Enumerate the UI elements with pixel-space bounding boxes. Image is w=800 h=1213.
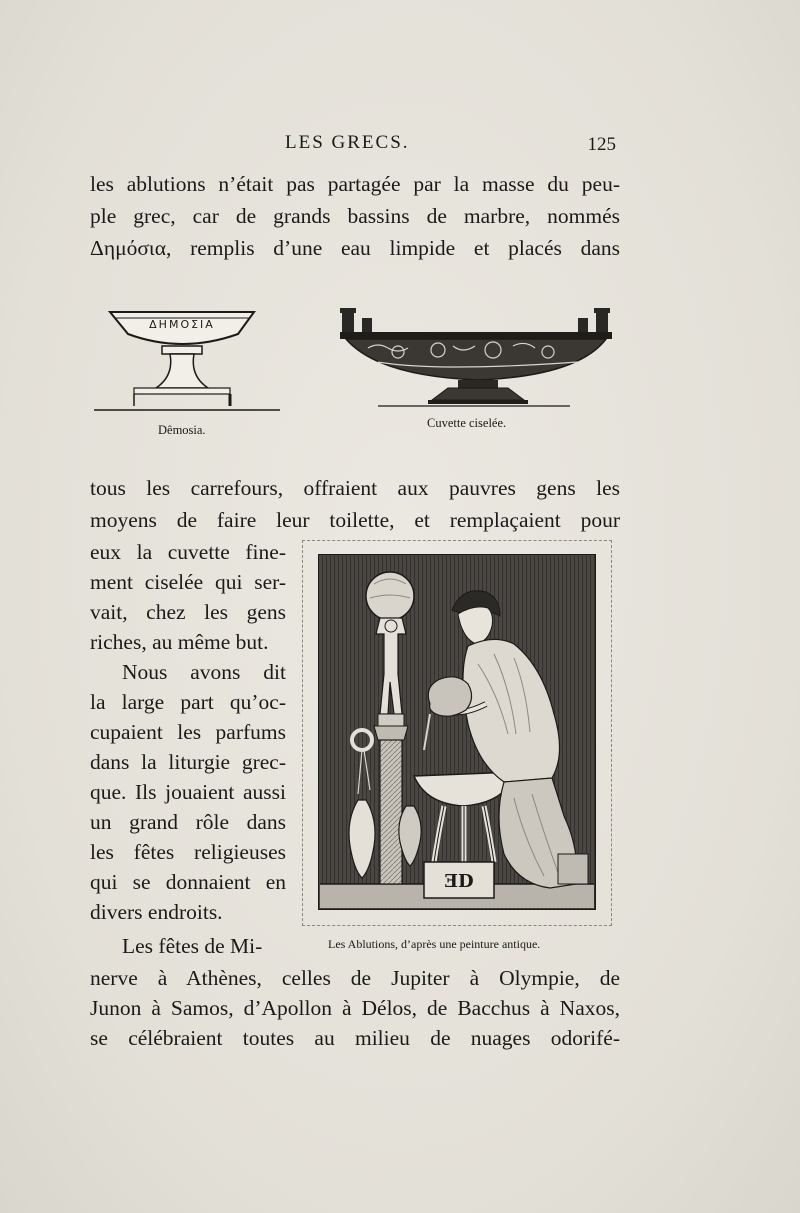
text-line: riches, au même but. [90,630,269,654]
cuvette-ciselee-figure [338,300,618,412]
ablutions-illustration [318,554,596,910]
demosia-caption: Dêmosia. [158,423,206,437]
cuvette-caption: Cuvette ciselée. [427,416,507,430]
running-head [90,132,620,162]
text-line: ple grec, car de grands bassins de marbre, nommés [90,204,620,228]
text-line: les fêtes religieuses [90,840,286,864]
running-head-title: LES GRECS. [285,132,410,153]
plinth-mark: ƎD [444,871,474,892]
text-line: Junon à Samos, d’Apollon à Délos, de Bacchus à Naxos, [90,996,620,1020]
text-line: Δημόσια, remplis d’une eau limpide et placés dans [90,236,620,260]
text-line: cupaient les parfums [90,720,286,744]
ablutions-caption: Les Ablutions, d’après une peinture antique. [328,937,541,951]
text-line: Les fêtes de Mi- [122,934,263,958]
demosia-inscription: ΔΗΜΟΣΙΑ [149,318,215,331]
text-line: moyens de faire leur toilette, et remplaçaient pour [90,508,620,532]
text-line: ment ciselée qui ser- [90,570,286,594]
text-line: vait, chez les gens [90,600,286,624]
text-line: divers endroits. [90,900,223,924]
text-line: dans la liturgie grec- [90,750,286,774]
text-line: tous les carrefours, offraient aux pauvres gens les [90,476,620,500]
demosia-basin-figure [92,296,292,416]
text-line: qui se donnaient en [90,870,286,894]
text-line: Nous avons dit [122,660,286,684]
text-line: les ablutions n’était pas partagée par la masse du peu- [90,172,620,196]
text-line: que. Ils jouaient aussi [90,780,286,804]
text-line: la large part qu’oc- [90,690,286,714]
text-line: nerve à Athènes, celles de Jupiter à Olympie, de [90,966,620,990]
text-line: un grand rôle dans [90,810,286,834]
text-line: eux la cuvette fine- [90,540,286,564]
text-line: se célébraient toutes au milieu de nuages odorifé- [90,1026,620,1050]
page-number: 125 [587,134,616,155]
